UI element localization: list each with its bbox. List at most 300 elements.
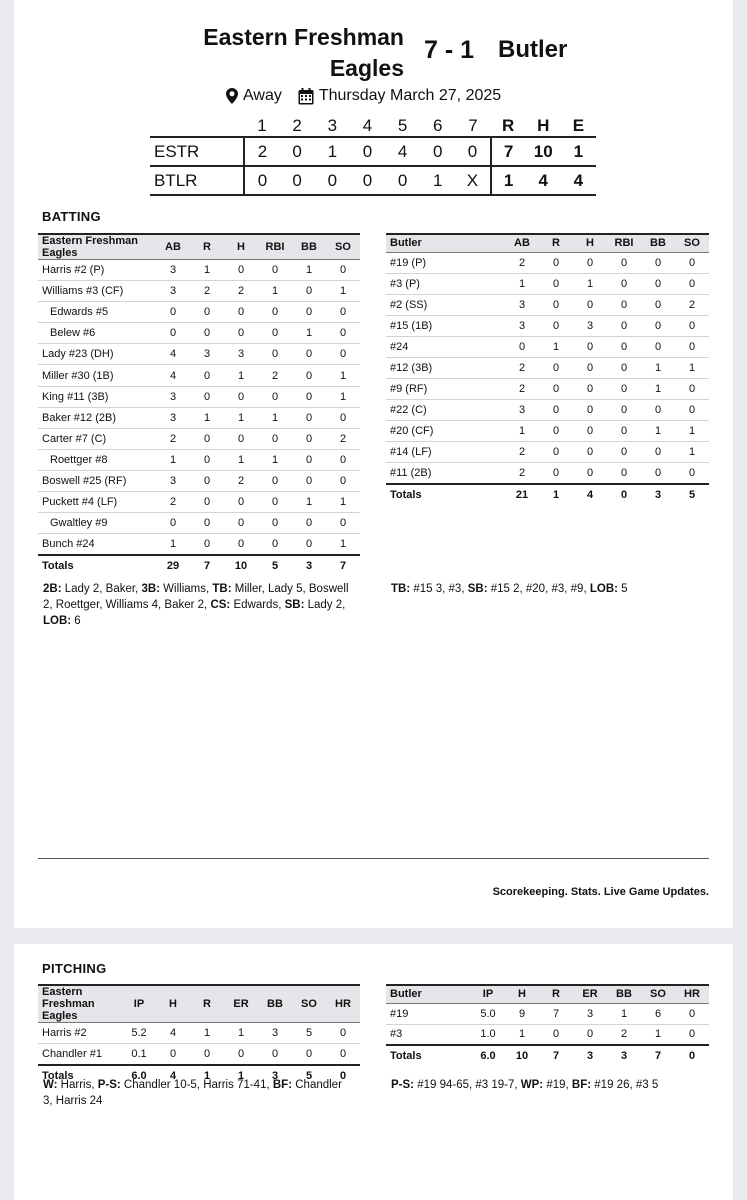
stat-cell: 0 (190, 534, 224, 555)
line-score-table (150, 115, 596, 196)
stat-cell: 0 (326, 1023, 360, 1044)
stat-cell: 0 (190, 386, 224, 407)
batting-team-header: Butler (386, 234, 505, 252)
hits-header: H (537, 115, 550, 135)
player-name: #11 (2B) (386, 463, 505, 484)
batting-column-header: R (190, 234, 224, 260)
player-name: Edwards #5 (38, 302, 156, 323)
stat-cell: 6 (641, 1003, 675, 1024)
stat-cell: 0 (675, 336, 709, 357)
away-pitching-notes (391, 1077, 707, 1093)
home-team-name (174, 22, 404, 84)
stat-cell: 1 (190, 407, 224, 428)
stat-cell: 0 (607, 294, 641, 315)
batting-row (38, 449, 360, 470)
note-text: Lady 2, (304, 599, 346, 611)
inning-header: 1 (257, 115, 267, 135)
stat-cell: 0 (607, 421, 641, 442)
stat-cell: 1 (224, 1023, 258, 1044)
inning-score: 0 (420, 137, 455, 166)
stat-cell: 1 (258, 407, 292, 428)
stat-cell: 0 (607, 252, 641, 273)
inning-header: 7 (468, 115, 478, 135)
stat-cell: 0 (675, 1003, 709, 1024)
stat-cell: 0 (258, 344, 292, 365)
stat-cell: 0 (258, 323, 292, 344)
player-name: King #11 (3B) (38, 386, 156, 407)
total-cell: 3 (258, 1065, 292, 1086)
stat-cell: 1 (641, 379, 675, 400)
batting-row (386, 400, 709, 421)
away-batting-table (386, 233, 709, 505)
line-score-team: ESTR (150, 137, 244, 166)
stat-cell: 0 (326, 323, 360, 344)
stat-cell: 5.2 (122, 1023, 156, 1044)
pitching-header-row (38, 985, 360, 1023)
final-score: 7 - 1 (423, 36, 475, 64)
stat-cell: 0 (224, 534, 258, 555)
stat-cell: 1 (326, 534, 360, 555)
inning-score: 4 (385, 137, 420, 166)
player-name: #9 (RF) (386, 379, 505, 400)
inning-score: 0 (280, 137, 315, 166)
note-label: BF: (571, 1079, 592, 1091)
note-label: SB: (467, 583, 488, 595)
stat-cell: 0 (292, 534, 326, 555)
stat-cell: 0 (675, 463, 709, 484)
total-cell: 5 (258, 555, 292, 576)
pitching-column-header: IP (471, 985, 505, 1003)
stat-cell: 0 (641, 252, 675, 273)
total-cell: 3 (607, 1045, 641, 1066)
stat-cell: 3 (505, 294, 539, 315)
stat-cell: 0 (573, 1024, 607, 1045)
stat-cell: 0 (292, 365, 326, 386)
stat-cell: 1 (326, 492, 360, 513)
stat-cell: 0 (326, 344, 360, 365)
stat-cell: 0 (258, 470, 292, 491)
stat-cell: 0 (539, 273, 573, 294)
divider (38, 858, 709, 859)
stat-cell: 2 (505, 357, 539, 378)
stat-cell: 0 (190, 428, 224, 449)
stat-cell: 1 (190, 260, 224, 281)
stat-cell: 0 (641, 400, 675, 421)
stat-cell: 1 (505, 421, 539, 442)
stat-cell: 1 (641, 421, 675, 442)
stat-cell: 0 (573, 442, 607, 463)
batting-column-header: BB (641, 234, 675, 252)
batting-row (38, 260, 360, 281)
player-name: Harris #2 (P) (38, 260, 156, 281)
stat-cell: 2 (258, 365, 292, 386)
inning-score: 0 (350, 166, 385, 195)
stat-cell: 0 (292, 513, 326, 534)
stat-cell: 0 (190, 365, 224, 386)
game-location: Away (243, 87, 282, 104)
pitching-column-header: HR (675, 985, 709, 1003)
inning-score: 1 (315, 137, 350, 166)
inning-score: X (455, 166, 490, 195)
stat-cell: 0 (539, 357, 573, 378)
stat-cell: 1 (326, 386, 360, 407)
player-name: Puckett #4 (LF) (38, 492, 156, 513)
note-label: CS: (210, 599, 231, 611)
batting-row (386, 442, 709, 463)
stat-cell: 3 (573, 315, 607, 336)
line-score-row (150, 166, 596, 195)
stat-cell: 0 (190, 492, 224, 513)
calendar-icon (298, 88, 314, 105)
note-label: 3B: (141, 583, 160, 595)
stat-cell: 0 (641, 336, 675, 357)
player-name: Baker #12 (2B) (38, 407, 156, 428)
stat-cell: 0 (505, 336, 539, 357)
stat-cell: 0 (292, 344, 326, 365)
total-cell: 10 (224, 555, 258, 576)
note-text: Williams, (159, 583, 213, 595)
stat-cell: 1 (539, 336, 573, 357)
note-text: 6 (71, 615, 81, 627)
pitching-column-header: BB (607, 985, 641, 1003)
totals-label: Totals (38, 555, 156, 576)
pitching-column-header: IP (122, 985, 156, 1023)
player-name: Williams #3 (CF) (38, 281, 156, 302)
note-text: Lady 2, Baker, (61, 583, 142, 595)
stat-cell: 0 (607, 442, 641, 463)
note-label: TB: (391, 583, 411, 595)
stat-cell: 0 (573, 379, 607, 400)
stat-cell: 0 (258, 1044, 292, 1065)
batting-row (386, 421, 709, 442)
stat-cell: 4 (156, 344, 190, 365)
pitching-totals-row (386, 1045, 709, 1066)
stat-cell: 9 (505, 1003, 539, 1024)
stat-cell: 0 (573, 400, 607, 421)
total-cell: 0 (607, 484, 641, 505)
stat-cell: 3 (156, 470, 190, 491)
batting-column-header: H (224, 234, 258, 260)
batting-row (38, 407, 360, 428)
batting-row (386, 379, 709, 400)
stat-cell: 0 (224, 492, 258, 513)
batting-row (38, 344, 360, 365)
player-name: #19 (386, 1003, 471, 1024)
note-label: W: (43, 1079, 58, 1091)
inning-score: 0 (385, 166, 420, 195)
stat-cell: 0 (190, 470, 224, 491)
stat-cell: 1 (675, 442, 709, 463)
stat-cell: 1 (224, 449, 258, 470)
home-batting-table (38, 233, 360, 576)
stat-cell: 0 (292, 449, 326, 470)
stat-cell: 0 (326, 302, 360, 323)
total-cell: 29 (156, 555, 190, 576)
stat-cell: 2 (505, 379, 539, 400)
hits-total: 10 (526, 137, 561, 166)
inning-score: 0 (315, 166, 350, 195)
player-name: Chandler #1 (38, 1044, 122, 1065)
inning-header: 3 (327, 115, 338, 135)
stat-cell: 1.0 (471, 1024, 505, 1045)
pitching-team-header: Butler (386, 985, 471, 1003)
stat-cell: 0 (539, 1024, 573, 1045)
stat-cell: 2 (156, 492, 190, 513)
inning-header: 2 (292, 115, 302, 135)
player-name: Roettger #8 (38, 449, 156, 470)
pitching-row (38, 1044, 360, 1065)
stat-cell: 2 (326, 428, 360, 449)
stat-cell: 2 (505, 442, 539, 463)
map-pin-icon (226, 88, 238, 104)
stat-cell: 0 (224, 323, 258, 344)
inning-score: 0 (350, 137, 385, 166)
stat-cell: 3 (505, 315, 539, 336)
stat-cell: 4 (156, 1023, 190, 1044)
note-label: P-S: (97, 1079, 121, 1091)
stat-cell: 0 (258, 534, 292, 555)
stat-cell: 0 (190, 1044, 224, 1065)
runs-header: R (501, 115, 515, 135)
stat-cell: 0.1 (122, 1044, 156, 1065)
note-text: #15 3, #3, (410, 583, 468, 595)
totals-label: Totals (386, 484, 505, 505)
inning-header: 6 (433, 115, 443, 135)
stat-cell: 2 (505, 463, 539, 484)
stat-cell: 1 (190, 1023, 224, 1044)
note-label: BF: (272, 1079, 293, 1091)
stat-cell: 1 (326, 365, 360, 386)
stat-cell: 2 (190, 281, 224, 302)
stat-cell: 2 (224, 281, 258, 302)
stat-cell: 0 (539, 315, 573, 336)
pitching-column-header: H (156, 985, 190, 1023)
total-cell: 4 (156, 1065, 190, 1086)
batting-row (386, 273, 709, 294)
player-name: #24 (386, 336, 505, 357)
total-cell: 7 (641, 1045, 675, 1066)
stat-cell: 0 (539, 400, 573, 421)
errors-header: E (572, 115, 585, 135)
stat-cell: 0 (292, 1044, 326, 1065)
stat-cell: 0 (641, 273, 675, 294)
note-label: LOB: (589, 583, 618, 595)
batting-row (38, 513, 360, 534)
note-text: 5 (617, 583, 628, 595)
stat-cell: 0 (292, 470, 326, 491)
note-label: WP: (520, 1079, 544, 1091)
stat-cell: 1 (505, 273, 539, 294)
stat-cell: 0 (539, 463, 573, 484)
batting-header-row (38, 234, 360, 260)
note-text: #19 94-65, #3 19-7, (414, 1079, 521, 1091)
line-score-header (150, 115, 596, 137)
total-cell: 6.0 (122, 1065, 156, 1086)
stat-cell: 0 (326, 1044, 360, 1065)
player-name: #14 (LF) (386, 442, 505, 463)
stat-cell: 0 (190, 449, 224, 470)
pitching-row (38, 1023, 360, 1044)
stat-cell: 0 (607, 400, 641, 421)
boxscore-card (14, 0, 733, 928)
stat-cell: 0 (573, 336, 607, 357)
batting-row (386, 252, 709, 273)
stat-cell: 2 (156, 428, 190, 449)
inning-score: 0 (244, 166, 279, 195)
stat-cell: 0 (607, 379, 641, 400)
note-text: Chandler 3, Harris 24 (43, 1079, 342, 1107)
runs-total: 1 (491, 166, 526, 195)
pitching-column-header: R (539, 985, 573, 1003)
total-cell: 3 (641, 484, 675, 505)
line-score-team: BTLR (150, 166, 244, 195)
pitching-column-header: ER (224, 985, 258, 1023)
stat-cell: 0 (258, 302, 292, 323)
batting-team-header: Eastern Freshman Eagles (38, 234, 156, 260)
total-cell: 4 (573, 484, 607, 505)
stat-cell: 1 (224, 407, 258, 428)
total-cell: 0 (675, 1045, 709, 1066)
stat-cell: 1 (156, 534, 190, 555)
stat-cell: 0 (641, 463, 675, 484)
stat-cell: 0 (190, 513, 224, 534)
player-name: Bunch #24 (38, 534, 156, 555)
stat-cell: 1 (607, 1003, 641, 1024)
stat-cell: 0 (607, 315, 641, 336)
stat-cell: 0 (224, 428, 258, 449)
pitching-column-header: H (505, 985, 539, 1003)
batting-row (38, 281, 360, 302)
batting-column-header: AB (156, 234, 190, 260)
batting-totals-row (386, 484, 709, 505)
note-text: Harris, (57, 1079, 98, 1091)
stat-cell: 0 (156, 323, 190, 344)
stat-cell: 0 (539, 421, 573, 442)
note-text: Chandler 10-5, Harris 71-41, (120, 1079, 273, 1091)
stat-cell: 1 (326, 281, 360, 302)
inning-score: 0 (455, 137, 490, 166)
stat-cell: 3 (190, 344, 224, 365)
player-name: #3 (386, 1024, 471, 1045)
batting-header-row (386, 234, 709, 252)
pitching-team-header: Eastern Freshman Eagles (38, 985, 122, 1023)
home-pitching-notes (43, 1077, 353, 1109)
stat-cell: 1 (258, 281, 292, 302)
player-name: #15 (1B) (386, 315, 505, 336)
stat-cell: 1 (573, 273, 607, 294)
stat-cell: 2 (224, 470, 258, 491)
total-cell: 5 (675, 484, 709, 505)
stat-cell: 0 (539, 379, 573, 400)
batting-row (386, 315, 709, 336)
batting-section-title: BATTING (42, 209, 101, 224)
stat-cell: 1 (292, 492, 326, 513)
note-label: LOB: (43, 615, 72, 627)
batting-row (38, 365, 360, 386)
stat-cell: 0 (224, 302, 258, 323)
stat-cell: 0 (539, 252, 573, 273)
stat-cell: 0 (675, 315, 709, 336)
stat-cell: 2 (675, 294, 709, 315)
stat-cell: 0 (641, 315, 675, 336)
stat-cell: 0 (607, 357, 641, 378)
pitching-section-title: PITCHING (42, 961, 107, 976)
player-name: Belew #6 (38, 323, 156, 344)
batting-column-header: BB (292, 234, 326, 260)
stat-cell: 0 (573, 421, 607, 442)
stat-cell: 0 (641, 294, 675, 315)
game-info (226, 87, 501, 105)
player-name: Carter #7 (C) (38, 428, 156, 449)
stat-cell: 2 (505, 252, 539, 273)
away-batting-notes (391, 581, 707, 597)
stat-cell: 0 (675, 379, 709, 400)
total-cell: 6.0 (471, 1045, 505, 1066)
stat-cell: 1 (292, 323, 326, 344)
totals-label: Totals (386, 1045, 471, 1066)
stat-cell: 5 (292, 1023, 326, 1044)
note-label: TB: (212, 583, 232, 595)
stat-cell: 0 (675, 252, 709, 273)
stat-cell: 1 (224, 365, 258, 386)
stat-cell: 5.0 (471, 1003, 505, 1024)
stat-cell: 0 (539, 442, 573, 463)
batting-column-header: AB (505, 234, 539, 252)
home-team-line1: Eastern Freshman (203, 24, 404, 50)
batting-row (38, 492, 360, 513)
stat-cell: 0 (156, 513, 190, 534)
hits-total: 4 (526, 166, 561, 195)
pitching-column-header: ER (573, 985, 607, 1003)
stat-cell: 0 (190, 323, 224, 344)
pitching-column-header: R (190, 985, 224, 1023)
stat-cell: 0 (607, 336, 641, 357)
stat-cell: 0 (258, 428, 292, 449)
note-text: #15 2, #20, #3, #9, (487, 583, 590, 595)
stat-cell: 0 (292, 302, 326, 323)
stat-cell: 0 (607, 273, 641, 294)
stat-cell: 0 (641, 442, 675, 463)
stat-cell: 0 (224, 386, 258, 407)
player-name: Miller #30 (1B) (38, 365, 156, 386)
stat-cell: 3 (573, 1003, 607, 1024)
total-cell: 7 (326, 555, 360, 576)
stat-cell: 0 (539, 294, 573, 315)
batting-row (38, 302, 360, 323)
total-cell: 0 (326, 1065, 360, 1086)
home-team-line2: Eagles (329, 55, 404, 81)
batting-row (386, 336, 709, 357)
stat-cell: 4 (156, 365, 190, 386)
stat-cell: 1 (505, 1024, 539, 1045)
note-text: Edwards, (230, 599, 285, 611)
stat-cell: 0 (675, 400, 709, 421)
stat-cell: 3 (156, 260, 190, 281)
batting-totals-row (38, 555, 360, 576)
batting-row (38, 470, 360, 491)
stat-cell: 0 (607, 463, 641, 484)
total-cell: 1 (190, 1065, 224, 1086)
stat-cell: 0 (258, 260, 292, 281)
player-name: #19 (P) (386, 252, 505, 273)
total-cell: 21 (505, 484, 539, 505)
batting-row (38, 323, 360, 344)
stat-cell: 0 (292, 407, 326, 428)
batting-row (386, 294, 709, 315)
batting-column-header: R (539, 234, 573, 252)
batting-row (38, 534, 360, 555)
stat-cell: 3 (156, 407, 190, 428)
